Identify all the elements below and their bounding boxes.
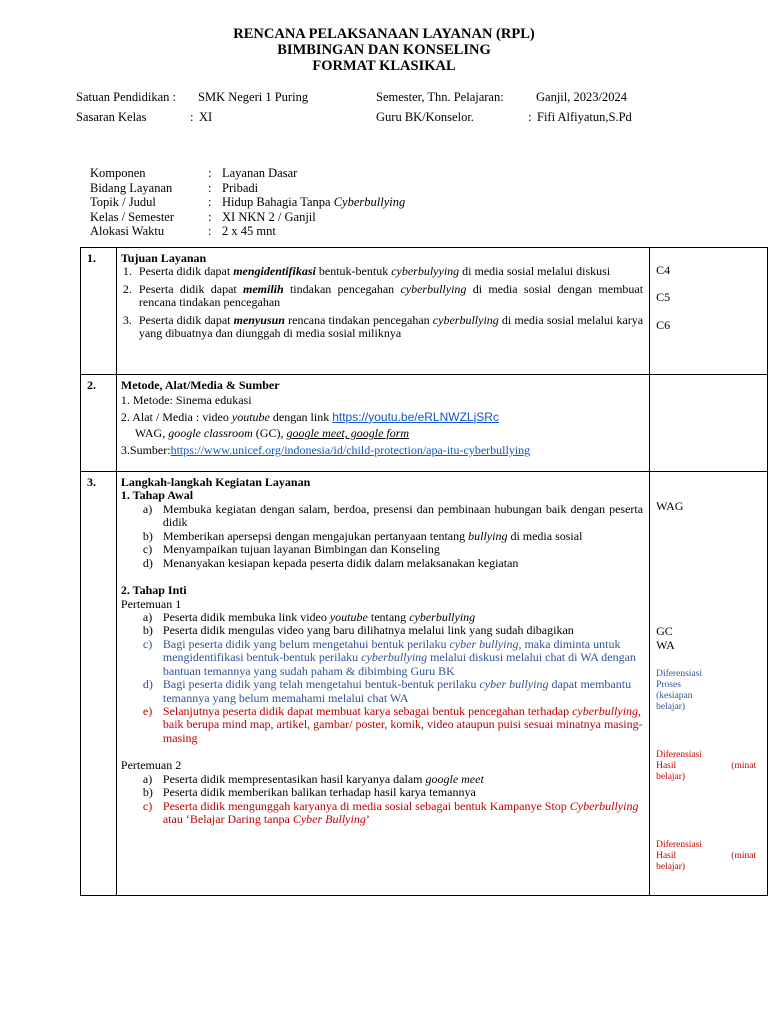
awal-item: d) Menanyakan kesiapan kepada peserta didik dalam melaksanakan kegiatan — [142, 555, 519, 570]
inti-item: b) Peserta didik memberikan balikan terhadap hasil karya temannya — [142, 785, 476, 800]
media-wag: WAG — [656, 499, 684, 513]
header-line-3: FORMAT KLASIKAL — [312, 58, 456, 74]
header-line-2: BIMBINGAN DAN KONSELING — [277, 42, 491, 58]
satuan-label: Satuan Pendidikan : — [76, 90, 176, 104]
level-c5: C5 — [656, 290, 671, 305]
bidang-label: Bidang Layanan — [90, 180, 173, 195]
guru-label: Guru BK/Konselor. — [376, 110, 474, 124]
inti-item: d) Bagi peserta didik yang telah mengetahui bentuk-bentuk perilaku cyber bullying dapat membantu temannya yang belum memahami melalui chat WA — [142, 677, 632, 705]
awal-item: a) Membuka kegiatan dengan salam, berdoa, presensi dan pembinaan hubungan baik dengan peserta didik — [142, 501, 644, 530]
tahap-inti-title: 2. Tahap Inti — [120, 583, 187, 598]
media-gc-wa — [656, 624, 675, 652]
media-gc: GC — [656, 624, 673, 638]
pertemuan-1-title: Pertemuan 1 — [120, 596, 182, 611]
tujuan-item: 1. Peserta didik dapat mengidentifikasi bentuk-bentuk cyberbulyying di media sosial melalui diskusi — [122, 264, 611, 279]
level-c6: C6 — [656, 317, 671, 332]
section-title: Langkah-langkah Kegiatan Layanan — [120, 475, 311, 489]
diferensiasi-proses: Diferensiasi Proses (kesiapan belajar) — [656, 669, 702, 712]
awal-item: c) Menyampaikan tujuan layanan Bimbingan dan Konseling — [142, 542, 440, 557]
semester-label: Semester, Thn. Pelajaran: — [376, 90, 504, 104]
header-line-1: RENCANA PELAKSANAAN LAYANAN (RPL) — [233, 26, 535, 42]
tujuan-item: 3. Peserta didik dapat menyusun rencana tindakan pencegahan cyberbullying di media sosial melalui karya yang dibuatnya dan diunggah di media sosial miliknya — [122, 312, 644, 341]
komponen-label: Komponen — [90, 166, 146, 180]
alokasi-value: 2 x 45 mnt — [222, 224, 276, 239]
section-number: 2. — [81, 375, 117, 472]
sasaran-value: XI — [199, 110, 213, 124]
guru-value: Fifi Alfiyatun,S.Pd — [537, 110, 632, 124]
tujuan-item: 2. Peserta didik dapat memilih tindakan pencegahan cyberbullying di media sosial dengan membuat rencana tindakan pencegahan — [122, 281, 644, 310]
bidang-value: Pribadi — [222, 180, 259, 195]
pertemuan-2-title: Pertemuan 2 — [120, 758, 182, 773]
sasaran-label: Sasaran Kelas — [76, 110, 147, 124]
metode-line: 1. Metode: Sinema edukasi — [120, 393, 252, 408]
inti-item: c) Bagi peserta didik yang belum mengetahui bentuk perilaku cyber bullying, maka diminta untuk mengidentifikasi bentuk-bentuk perilaku cyberbullying melalui diskusi melalui chat di WA dengan bantuan temannya yang sudah paham & dibimbing Guru BK — [142, 636, 636, 678]
topik-value: Hidup Bahagia Tanpa Cyberbullying — [222, 195, 406, 210]
semester-value: Ganjil, 2023/2024 — [536, 90, 627, 104]
unicef-link[interactable]: https://www.unicef.org/indonesia/id/child-protection/apa-itu-cyberbullying — [170, 442, 531, 457]
diferensiasi-hasil-1: Diferensiasi Hasil (minat belajar) — [656, 750, 757, 782]
inti-item: b) Peserta didik mengulas video yang baru dilihatnya melalui link yang sudah dibagikan — [142, 623, 574, 638]
inti-item: a) Peserta didik membuka link video youtube tentang cyberbullying — [142, 609, 476, 624]
kelas-value: XI NKN 2 / Ganjil — [222, 209, 316, 224]
kelas-row: Kelas / Semester : XI NKN 2 / Ganjil — [90, 209, 316, 224]
google-tools-link[interactable]: google meet, google form — [286, 426, 410, 441]
awal-item: b) Memberikan apersepsi dengan mengajukan pertanyaan tentang bullying di media sosial — [142, 528, 583, 543]
alat-line: 2. Alat / Media : video youtube dengan link https://youtu.be/eRLNWZLjSRc — [120, 409, 499, 424]
section-title: Tujuan Layanan — [120, 251, 207, 265]
alokasi-label: Alokasi Waktu — [90, 224, 165, 239]
guru-colon: : — [528, 110, 532, 124]
section-tujuan — [81, 248, 768, 375]
youtube-link[interactable]: https://youtu.be/eRLNWZLjSRc — [332, 409, 499, 424]
inti-item: c) Peserta didik mengunggah karyanya di media sosial sebagai bentuk Kampanye Stop Cyberbullying atau ‘Belajar Daring tanpa Cyber Bullying’ — [142, 798, 639, 827]
level-c4: C4 — [656, 263, 671, 277]
tahap-awal-title: 1. Tahap Awal — [120, 488, 194, 503]
media-wa: WA — [656, 638, 675, 652]
diferensiasi-hasil-2: Diferensiasi Hasil (minat belajar) — [656, 840, 757, 872]
inti-item: e) Selanjutnya peserta didik dapat membuat karya sebagai bentuk pencegahan terhadap cyberbullying, baik berupa mind map, artikel, gambar/ poster, komik, video ataupun puisi sesuai minatnya masing-masing — [142, 704, 643, 745]
topik-label: Topik / Judul — [90, 195, 156, 210]
komponen-block — [90, 166, 405, 239]
alokasi-row: Alokasi Waktu : 2 x 45 mnt — [90, 224, 276, 239]
sasaran-colon: : — [190, 110, 194, 124]
section-title: Metode, Alat/Media & Sumber — [120, 378, 280, 392]
alat-line-2: WAG, google classroom (GC), google meet, google form — [134, 426, 410, 441]
satuan-value: SMK Negeri 1 Puring — [198, 90, 309, 104]
section-metode — [81, 375, 768, 472]
section-number: 3. — [81, 472, 117, 896]
komponen-row: Komponen : Layanan Dasar — [90, 166, 298, 180]
komponen-value: Layanan Dasar — [222, 166, 298, 180]
document-header — [0, 26, 768, 74]
section-langkah — [81, 472, 768, 896]
kelas-label: Kelas / Semester — [90, 209, 175, 224]
section-number: 1. — [81, 248, 117, 375]
rpl-table — [80, 247, 768, 896]
sumber-line: 3.Sumber:https://www.unicef.org/indonesia/id/child-protection/apa-itu-cyberbullying — [120, 442, 531, 457]
inti-item: a) Peserta didik mempresentasikan hasil karyanya dalam google meet — [142, 771, 484, 786]
bidang-row: Bidang Layanan : Pribadi — [90, 180, 259, 195]
topik-row: Topik / Judul : Hidup Bahagia Tanpa Cyberbullying — [90, 195, 406, 210]
